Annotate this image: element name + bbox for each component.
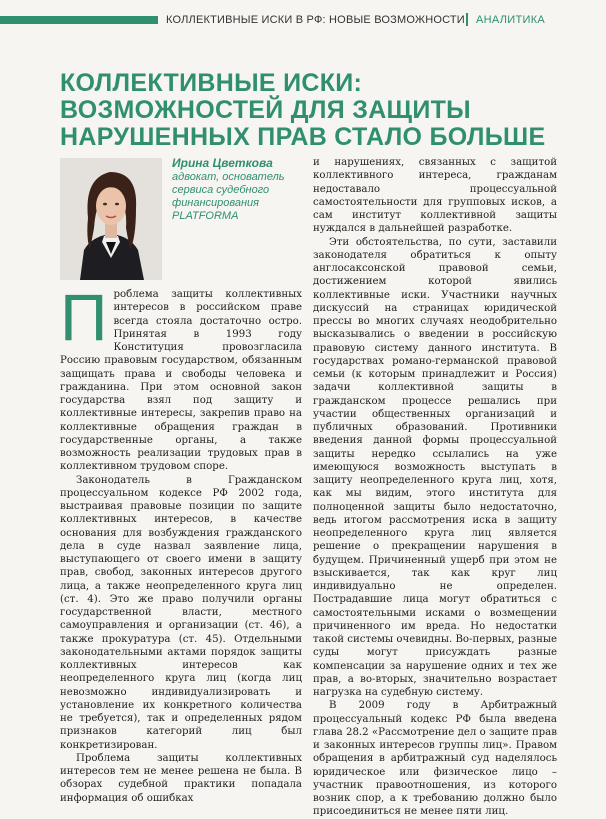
section-title: КОЛЛЕКТИВНЫЕ ИСКИ В РФ: НОВЫЕ ВОЗМОЖНОСТИ bbox=[166, 14, 465, 26]
author-block bbox=[172, 156, 302, 223]
header-divider bbox=[466, 13, 468, 26]
paragraph bbox=[60, 280, 302, 474]
article-title: КОЛЛЕКТИВНЫЕ ИСКИ: ВОЗМОЖНОСТЕЙ ДЛЯ ЗАЩИТЫ НАРУШЕННЫХ ПРАВ СТАЛО БОЛЬШЕ bbox=[60, 69, 546, 151]
paragraph: Проблема защиты коллективных интересов тем не менее решена не была. В обзорах судебной практики попадала информация об ошибках bbox=[60, 752, 302, 804]
accent-stripe bbox=[0, 16, 158, 24]
paragraph-text: роблема защиты коллективных интересов в российском праве всегда стояла достаточно остро. Принятая в 1993 году Конституция провозгласила Россию правовым государством, обязанным защищать права и свободы человека и гражданина. При этом основной закон государства взял под защиту и коллективные интересы, закрепив право на коллективные обращения граждан в государственные органы, а также возможность реализации трудовых прав в коллективном трудовом споре. bbox=[60, 289, 302, 473]
author-name: Ирина Цветкова bbox=[172, 156, 273, 170]
paragraph: Эти обстоятельства, по сути, заставили законодателя обратиться к опыту англосаксонской правовой семьи, достижением которой явились коллективные иски. Участники научных дискуссий на страницах юридической прессы во многих случаях неодобрительно высказывались о введении в российскую правовую систему данного института. В государствах романо-германской правовой семьи (к которым принадлежит и Россия) задачи коллективной защиты в гражданском процессе решались при участии общественных организаций и публичных образований. Противники введения данной формы процессуальной защиты нередко ссылались на уже имеющуюся возможность выступать в защиту неопределенного круга лиц, хотя, как мы видим, этого института для полноценной защиты было недостаточно, ведь итогом рассмотрения иска в защиту неопределенного круга лиц является решение о прекращении нарушения в будущем. Причиненный ущерб при этом не взыскивается, так как круг лиц индивидуально не определен. Пострадавшие лица могут обратиться с самостоятельными исками о возмещении причиненного им вреда. Но недостатки такой системы очевидны. Во-первых, разные суды могут присуждать разные компенсации за нарушение одних и тех же прав, а во-вторых, значительно возрастает нагрузка на судебную систему. bbox=[313, 236, 557, 698]
paragraph: В 2009 году в Арбитражный процессуальный кодекс РФ была введена глава 28.2 «Рассмотрение дел о защите прав и законных интересов группы лиц». Правом обращения в арбитражный суд наделялось юридическое или физическое лицо – участник правоотношения, из которого возник спор, а к требованию должно было присоединиться не менее пяти лиц. bbox=[313, 700, 557, 818]
article-column-right bbox=[313, 156, 557, 819]
paragraph: и нарушениях, связанных с защитой коллективного интереса, гражданам недоставало процессуальной самостоятельности для групповых исков, а сам институт коллективной защиты нуждался в дальнейшей разработке. bbox=[313, 157, 557, 235]
article-column-left bbox=[60, 280, 302, 805]
author-role: адвокат, основатель сервиса судебного финансирования PLATFORMA bbox=[172, 171, 285, 222]
author-photo bbox=[60, 158, 162, 280]
rubric-label: АНАЛИТИКА bbox=[476, 14, 546, 26]
paragraph: Законодатель в Гражданском процессуальном кодексе РФ 2002 года, выстраивая правовые позиции по защите коллективных интересов, в качестве основания для возбуждения гражданского дела в суде назвал заявление лица, выступающего от своего имени в защиту прав, свобод, законных интересов другого лица, а также неопределенного круга лиц (ст. 4). Это же право получили органы государственной власти, местного самоуправления и организации (ст. 46), а также прокуратура (ст. 45). Отдельными законодательными актами порядок защиты коллективных интересов как неопределенного круга лиц (когда лиц невозможно индивидуализировать и установление их конкретного количества не требуется), так и определенных рядом признаков категорий лиц был конкретизирован. bbox=[60, 474, 302, 751]
header-bar bbox=[0, 12, 606, 30]
drop-cap: П bbox=[60, 280, 108, 354]
portrait-illustration bbox=[60, 158, 162, 280]
